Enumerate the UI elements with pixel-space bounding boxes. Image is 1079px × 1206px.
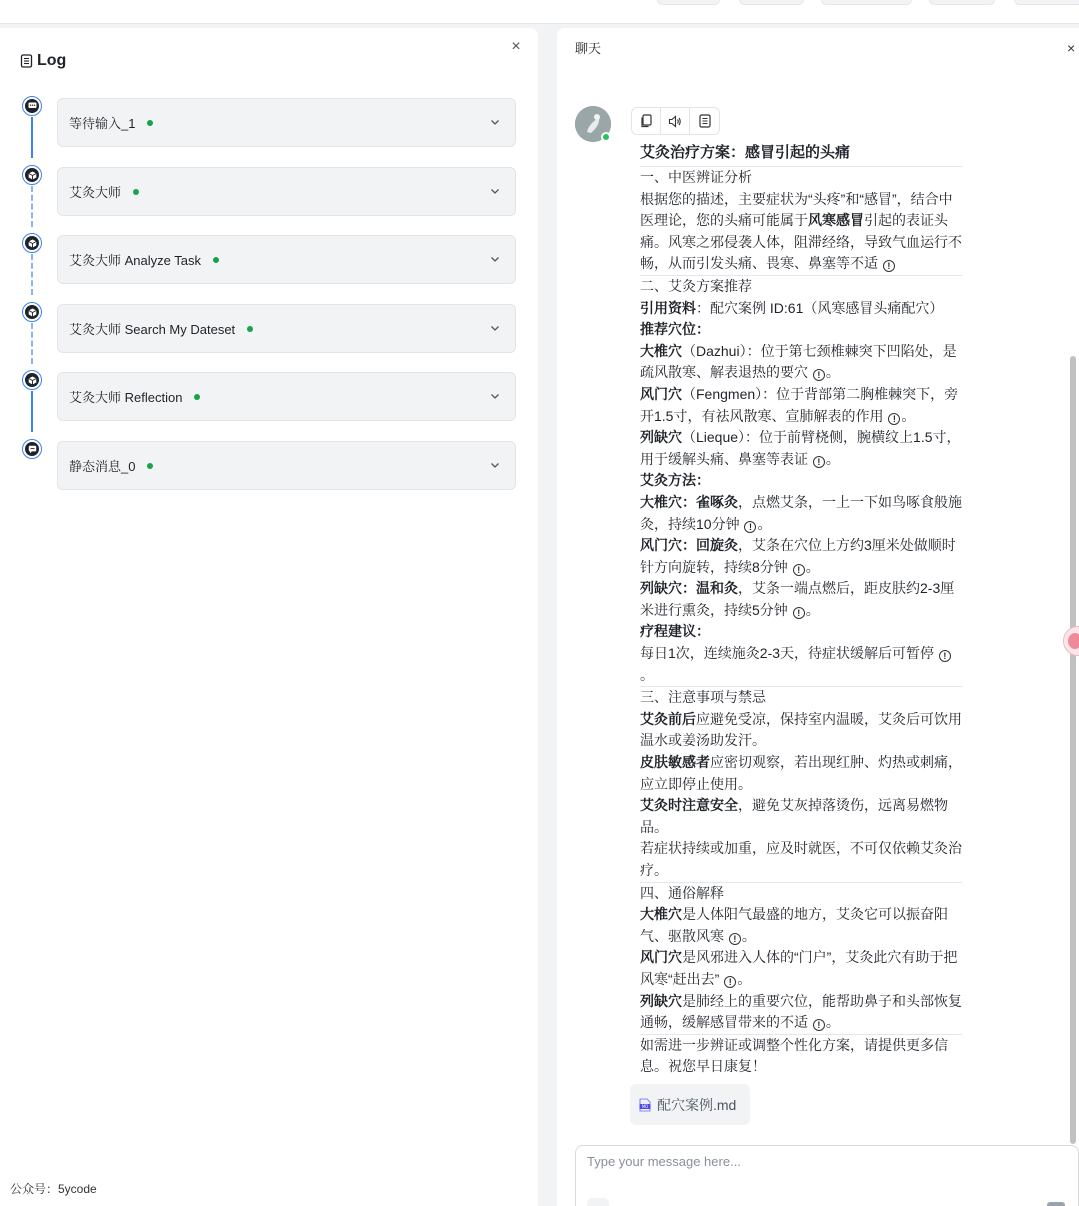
text: 是风邪进入人体的“门户”，艾灸此穴有助于把风寒“赶出去” [640, 949, 958, 987]
paragraph [640, 752, 962, 795]
top-toolbar-button[interactable] [929, 0, 995, 5]
timeline-connector [31, 391, 33, 432]
timeline-node-input [22, 96, 42, 116]
text: ，艾条在穴位上方约3厘米处做顺时针方向旋转，持续8分钟 [640, 537, 956, 575]
citation-icon[interactable]: ! [888, 413, 900, 425]
bold-text: 风门穴 [640, 385, 682, 402]
timeline-connector [31, 254, 33, 295]
paragraph: 若症状持续或加重，应及时就医，不可仅依赖艾灸治疗。 [640, 840, 962, 878]
message-section [640, 686, 962, 881]
top-toolbar-button[interactable] [1014, 0, 1079, 5]
paragraph: 推荐穴位： [640, 321, 710, 338]
log-title-text: Log [37, 52, 67, 69]
log-item[interactable] [57, 167, 516, 216]
citation-icon[interactable]: ! [793, 607, 805, 619]
bold-text: 回旋灸 [696, 537, 738, 554]
message-title: 艾灸治疗方案：感冒引起的头痛 [640, 142, 962, 167]
section-heading: 三、注意事项与禁忌 [640, 689, 766, 706]
bold-text: 大椎穴 [640, 906, 682, 923]
log-icon [20, 54, 33, 68]
log-item[interactable] [57, 98, 516, 147]
text: ，避免艾灰掉落烫伤，远离易燃物品。 [640, 797, 948, 835]
timeline-connector [31, 323, 33, 364]
status-dot [133, 189, 139, 195]
paragraph: 风门穴：回旋灸，艾条在穴位上方约3厘米处做顺时针方向旋转，持续8分钟 ! 。 [640, 537, 956, 575]
bold-text: 列缺穴 [640, 992, 682, 1009]
bold-text: 推荐穴位 [640, 321, 696, 338]
text: 应密切观察，若出现红肿、灼热或刺痛，应立即停止使用。 [640, 754, 962, 792]
log-item-label: 艾灸大师 Search My Dateset [69, 322, 236, 337]
citation-icon[interactable]: ! [813, 456, 825, 468]
text: 引起的表证头痛。风寒之邪侵袭人体，阻滞经络，导致气血运行不畅，从而引发头痛、畏寒、鼻塞等不适 [640, 212, 962, 272]
panel-gutter [538, 28, 557, 1206]
status-dot [247, 326, 253, 332]
log-item[interactable] [57, 441, 516, 490]
text: （Fengmen）：位于背部第二胸椎棘突下，旁开1.5寸，有祛风散寒、宣肺解表的作用 [640, 385, 959, 424]
svg-text:MD: MD [641, 1103, 649, 1109]
bold-text: 列缺穴 [640, 580, 682, 597]
log-view-button[interactable] [690, 108, 719, 134]
attachment-file[interactable] [630, 1084, 750, 1125]
paragraph: 风门穴是风邪进入人体的“门户”，艾灸此穴有助于把风寒“赶出去” ! 。 [640, 949, 958, 987]
message-section [640, 1034, 962, 1078]
paragraph: 疗程建议： [640, 623, 710, 640]
bold-text: 皮肤敏感者 [640, 754, 710, 771]
bold-text: 风门穴 [640, 537, 682, 554]
text: 根据您的描述，主要症状为“头疼”和“感冒”，结合中医理论，您的头痛可能属于 [640, 190, 953, 229]
citation-icon[interactable]: ! [793, 564, 805, 576]
chevron-down-icon[interactable] [489, 185, 501, 197]
bold-text: 艾灸前后 [640, 710, 696, 727]
chevron-down-icon[interactable] [489, 322, 501, 334]
log-item[interactable] [57, 304, 516, 353]
text: 是人体阳气最盛的地方，艾灸它可以振奋阳气、驱散风寒 [640, 906, 948, 944]
log-item-label: 艾灸大师 [69, 185, 122, 200]
message-section [640, 882, 962, 1034]
chevron-down-icon[interactable] [489, 253, 501, 265]
citation-icon[interactable]: ! [724, 976, 736, 988]
timeline-connector [31, 186, 33, 227]
cube-icon [28, 376, 37, 385]
cube-icon [28, 171, 37, 180]
text: （Dazhui）：位于第七颈椎棘突下凹陷处，是疏风散寒、解表退热的要穴 [640, 342, 957, 381]
bold-text: 疗程建议 [640, 623, 696, 640]
paragraph [640, 298, 962, 320]
timeline-node-agent [22, 370, 42, 390]
paragraph: 大椎穴（Dazhui）：位于第七颈椎棘突下凹陷处，是疏风散寒、解表退热的要穴 ! 。 [640, 342, 957, 381]
paragraph: 列缺穴（Lieque）：位于前臂桡侧，腕横纹上1.5寸，用于缓解头痛、鼻塞等表证 ! 。 [640, 429, 961, 467]
bold-text: 大椎穴 [640, 493, 682, 510]
text: ，艾条一端点燃后，距皮肤约2-3厘米进行熏灸，持续5分钟 [640, 580, 955, 618]
message-section [640, 275, 962, 686]
log-panel [0, 28, 538, 1206]
message-input[interactable] [587, 1154, 1067, 1174]
message-icon [28, 445, 37, 454]
text: ：配穴案例 ID:61（风寒感冒头痛配穴） [696, 299, 944, 316]
log-close-icon[interactable]: × [511, 38, 521, 55]
bold-text: 引用资料 [640, 299, 696, 316]
status-dot [147, 463, 153, 469]
citation-icon[interactable]: ! [744, 521, 756, 533]
timeline-node-agent [22, 233, 42, 253]
timeline-node-message [22, 439, 42, 459]
bold-text: 风门穴 [640, 949, 682, 966]
citation-icon[interactable]: ! [813, 1019, 825, 1031]
speaker-icon [668, 115, 682, 128]
status-dot [213, 257, 219, 263]
paragraph: 风门穴（Fengmen）：位于背部第二胸椎棘突下，旁开1.5寸，有祛风散寒、宣肺解表的作用 ! 。 [640, 385, 959, 424]
message-section [640, 167, 962, 275]
read-aloud-button[interactable] [661, 108, 690, 134]
text: 是肺经上的重要穴位，能帮助鼻子和头部恢复通畅，缓解感冒带来的不适 [640, 992, 962, 1031]
paragraph [640, 795, 962, 838]
status-dot [194, 394, 200, 400]
log-icon [699, 114, 711, 128]
paragraph [640, 189, 962, 275]
attachment-filename: 配穴案例.md [657, 1096, 737, 1113]
citation-icon[interactable]: ! [729, 933, 741, 945]
log-item-label: 静态消息_0 [69, 459, 136, 474]
top-toolbar-button[interactable] [739, 0, 804, 5]
text: ，点燃艾条，一上一下如鸟啄食般施灸，持续10分钟 [640, 493, 962, 532]
citation-icon[interactable]: ! [939, 650, 951, 662]
timeline-connector [31, 117, 33, 158]
text: 每日1次，连续施灸2-3天，待症状缓解后可暂停 [640, 645, 935, 662]
section-heading: 二、艾灸方案推荐 [640, 277, 752, 294]
paragraph: 大椎穴：雀啄灸，点燃艾条，一上一下如鸟啄食般施灸，持续10分钟 ! 。 [640, 493, 962, 532]
attach-button[interactable] [587, 1198, 609, 1206]
text: 应避免受凉，保持室内温暖，艾灸后可饮用温水或姜汤助发汗。 [640, 710, 962, 749]
log-item-label: 等待输入_1 [69, 116, 136, 131]
chat-scrollbar[interactable] [1070, 356, 1076, 1144]
log-item[interactable] [57, 372, 516, 421]
timeline-node-agent [22, 165, 42, 185]
top-toolbar-button[interactable] [657, 0, 720, 5]
top-toolbar-button[interactable] [821, 0, 912, 5]
message-toolbar [631, 107, 720, 135]
paragraph: 大椎穴是人体阳气最盛的地方，艾灸它可以振奋阳气、驱散风寒 ! 。 [640, 906, 948, 944]
online-status-dot [601, 132, 611, 142]
chat-title: 聊天 [575, 41, 602, 56]
citation-icon[interactable]: ! [813, 369, 825, 381]
top-bar [0, 0, 1079, 24]
footer-note: 公众号：5ycode [10, 1182, 97, 1196]
assistant-message [640, 142, 962, 1078]
bold-text: 艾灸时注意安全 [640, 797, 738, 814]
bold-text: 列缺穴 [640, 429, 682, 446]
log-item[interactable] [57, 235, 516, 284]
status-dot [147, 120, 153, 126]
section-heading: 四、通俗解释 [640, 884, 724, 901]
copy-icon [640, 114, 653, 128]
chat-bubble-icon [28, 102, 37, 110]
paragraph: 列缺穴：温和灸，艾条一端点燃后，距皮肤约2-3厘米进行熏灸，持续5分钟 ! 。 [640, 580, 955, 618]
cube-icon [28, 239, 37, 248]
chevron-down-icon[interactable] [489, 116, 501, 128]
log-item-label: 艾灸大师 Analyze Task [69, 253, 201, 268]
send-button[interactable] [1047, 1202, 1065, 1206]
paragraph: 每日1次，连续施灸2-3天，待症状缓解后可暂停 !。 [640, 643, 962, 686]
paragraph: 如需进一步辨证或调整个性化方案，请提供更多信息。祝您早日康复！ [640, 1036, 948, 1075]
chat-close-icon[interactable]: × [1067, 40, 1076, 56]
bold-text: 风寒感冒 [808, 212, 864, 229]
log-title [20, 52, 66, 70]
paragraph: 艾灸方法： [640, 472, 710, 489]
timeline-node-agent [22, 302, 42, 322]
copy-button[interactable] [632, 108, 661, 134]
section-heading: 一、中医辨证分析 [640, 169, 752, 185]
text: （Lieque）：位于前臂桡侧，腕横纹上1.5寸，用于缓解头痛、鼻塞等表证 [640, 429, 961, 467]
paragraph [640, 709, 962, 752]
bold-text: 大椎穴 [640, 342, 682, 359]
cube-icon [28, 308, 37, 317]
bold-text: 艾灸方法 [640, 472, 696, 489]
bold-text: 雀啄灸 [696, 493, 738, 510]
log-item-label: 艾灸大师 Reflection [69, 390, 183, 405]
avatar [575, 106, 611, 142]
citation-icon[interactable]: ! [883, 260, 895, 272]
bold-text: 温和灸 [696, 580, 738, 597]
chevron-down-icon[interactable] [489, 390, 501, 402]
chevron-down-icon[interactable] [489, 459, 501, 471]
paragraph: 列缺穴是肺经上的重要穴位，能帮助鼻子和头部恢复通畅，缓解感冒带来的不适 ! 。 [640, 992, 962, 1031]
markdown-file-icon [639, 1098, 651, 1112]
message-input-box [575, 1145, 1079, 1206]
chat-panel [557, 28, 1079, 1206]
